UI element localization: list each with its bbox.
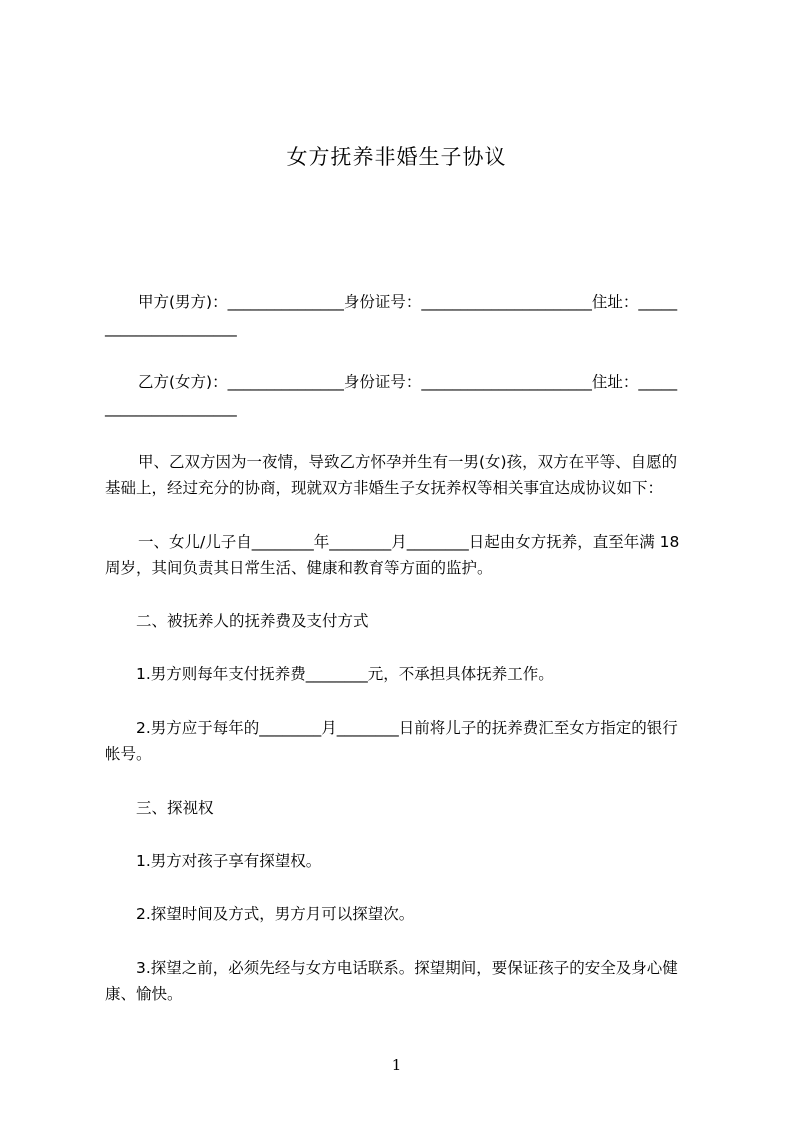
item-3-3-line-1: 3.探望之前，必须先经与女方电话联系。探望期间，要保证孩子的安全及身心健 (136, 959, 678, 977)
page-number: 1 (391, 1056, 402, 1074)
item-3-3-line-2: 康、愉快。 (105, 985, 183, 1003)
item-3-1: 1.男方对孩子享有探望权。 (136, 852, 322, 870)
preamble-line-1: 甲、乙双方因为一夜情，导致乙方怀孕并生有一男(女)孩，双方在平等、自愿的 (138, 453, 678, 471)
item-2-2-line-2: 帐号。 (105, 745, 152, 763)
document-title: 女方抚养非婚生子协议 (286, 145, 507, 169)
party-b-line-2: _________________ (105, 399, 237, 417)
preamble-line-2: 基础上，经过充分的协商，现就双方非婚生子女抚养权等相关事宜达成协议如下： (105, 479, 664, 497)
item-3-2: 2.探望时间及方式，男方月可以探望次。 (136, 905, 415, 923)
item-2-1: 1.男方则每年支付抚养费________元，不承担具体抚养工作。 (136, 665, 554, 683)
section-2-heading: 二、被抚养人的抚养费及支付方式 (136, 612, 369, 630)
party-a-line-1: 甲方(男方)：_______________身份证号：______________________住址：_____ (138, 293, 678, 311)
item-2-2-line-1: 2.男方应于每年的________月________日前将儿子的抚养费汇至女方指定的银行 (136, 719, 678, 737)
party-a-line-2: _________________ (105, 319, 237, 337)
clause-1-line-2: 周岁，其间负责其日常生活、健康和教育等方面的监护。 (105, 559, 493, 577)
party-b-line-1: 乙方(女方)：_______________身份证号：______________________住址：_____ (138, 373, 678, 391)
clause-1-line-1: 一、女儿/儿子自________年________月________日起由女方抚养，直至年满 18 (138, 533, 680, 551)
section-3-heading: 三、探视权 (136, 799, 214, 817)
